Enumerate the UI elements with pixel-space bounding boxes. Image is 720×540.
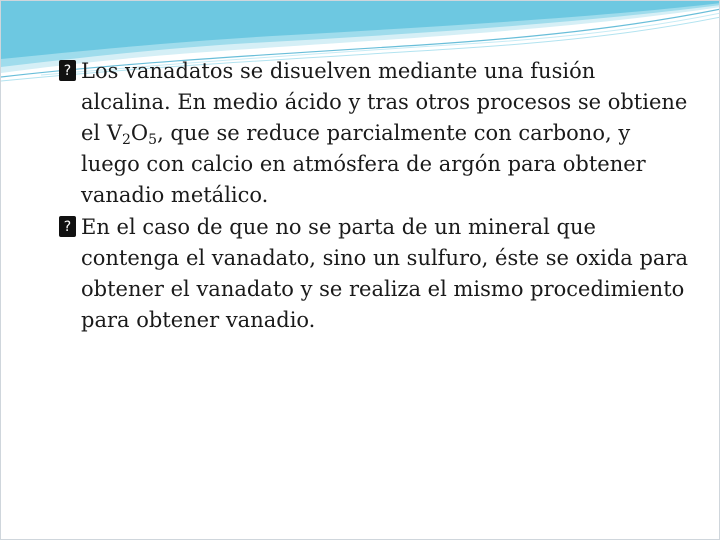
paragraph2-text: En el caso de que no se parta de un mineral que contenga el vanadato, sino un sulfuro, éste se oxida para obtener el vanadato y se realiza el mismo procedimiento para obtener vanadio. <box>81 215 689 332</box>
bullet-icon: ? <box>59 60 76 81</box>
paragraph1-text-c: , que se reduce parcialmente con carbono, y luego con calcio en atmósfera de argón para obtener vanadio metálico. <box>81 121 646 207</box>
paragraph1-text-a: Los vanadatos se disuelven mediante una fusión alcalina. En medio ácido y tras otros procesos se obtiene el V <box>81 59 688 145</box>
subscript-2: 2 <box>122 132 131 148</box>
paragraph-vanadate-fusion <box>59 56 689 211</box>
slide-body <box>59 56 689 337</box>
paragraph-sulfide-case <box>59 212 689 336</box>
bullet-icon: ? <box>59 216 76 237</box>
subscript-5: 5 <box>148 132 158 148</box>
paragraph1-text-b: O <box>130 121 149 145</box>
